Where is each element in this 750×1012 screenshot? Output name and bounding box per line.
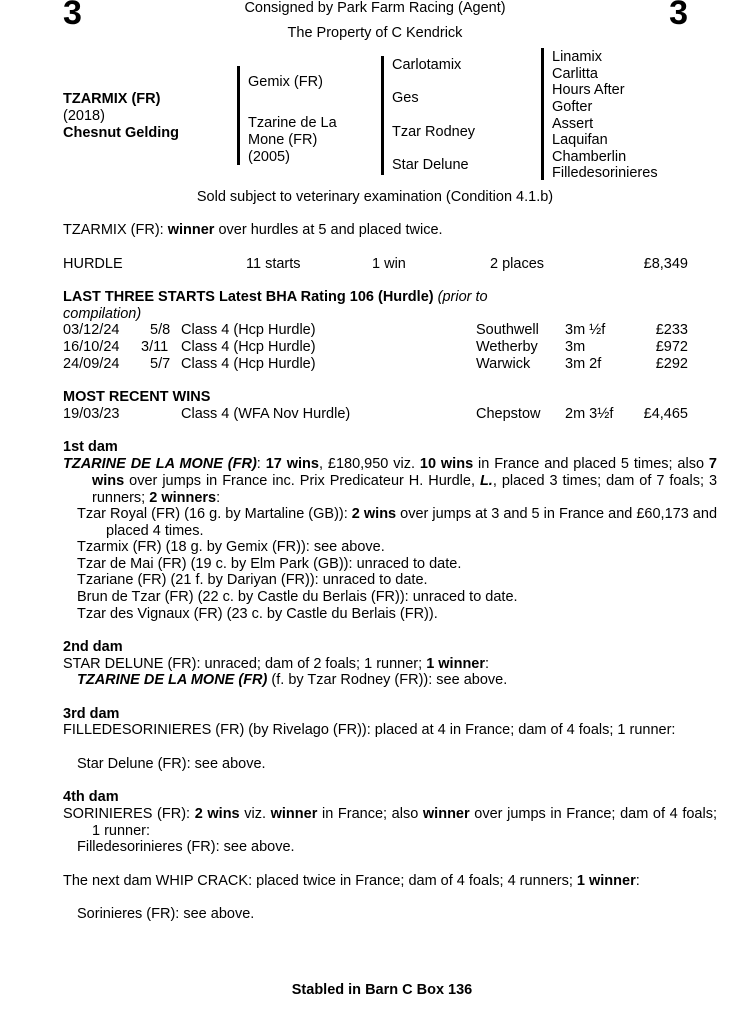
list-item: Brun de Tzar (FR) (22 c. by Castle du Berlais (FR)): unraced to date. — [77, 589, 518, 605]
fourth-dam-text: SORINIERES (FR): 2 wins viz. winner in France; also winner over jumps in France; dam of 4 foals; 1 runner: — [63, 806, 717, 839]
fourth-dam-heading: 4th dam — [63, 789, 119, 805]
fourth-dam-sub: Filledesorinieres (FR): see above. — [77, 839, 295, 855]
recent-wins-heading: MOST RECENT WINS — [63, 389, 211, 405]
pedigree-ggp-1: Linamix — [552, 49, 602, 65]
table-row: 19/03/23 Class 4 (WFA Nov Hurdle) Chepstow 2m 3½f £4,465 — [63, 406, 688, 422]
offspring-tzar-royal: Tzar Royal (FR) (16 g. by Martaline (GB)): 2 wins over jumps at 3 and 5 in France and £60,173 and placed 4 times. — [77, 506, 718, 539]
list-item: Tzariane (FR) (21 f. by Dariyan (FR)): unraced to date. — [77, 572, 428, 588]
third-dam-sub: Star Delune (FR): see above. — [77, 756, 266, 772]
pedigree-ggp-5: Assert — [552, 116, 594, 132]
third-dam-heading: 3rd dam — [63, 706, 120, 722]
pedigree-bar-3 — [541, 48, 544, 180]
pedigree-gp-2: Ges — [392, 90, 419, 106]
pedigree-gp-3: Tzar Rodney — [392, 124, 476, 140]
sold-subject-note: Sold subject to veterinary examination (Condition 4.1.b) — [196, 189, 554, 205]
stabled-location: Stabled in Barn C Box 136 — [291, 982, 473, 998]
horse-description: Chesnut Gelding — [63, 125, 179, 141]
pedigree-ggp-3: Hours After — [552, 82, 625, 98]
property-of: The Property of C Kendrick — [287, 25, 463, 41]
horse-year: (2018) — [63, 108, 105, 124]
record-wins: 1 win — [372, 256, 406, 272]
pedigree-ggp-6: Laquifan — [552, 132, 608, 148]
horse-name: TZARMIX (FR) — [63, 91, 161, 107]
record-places: 2 places — [490, 256, 545, 272]
pedigree-ggp-8: Filledesorinieres — [552, 165, 658, 181]
last-three-heading: LAST THREE STARTS Latest BHA Rating 106 (Hurdle) (prior to — [63, 289, 488, 305]
pedigree-gp-1: Carlotamix — [392, 57, 462, 73]
record-starts: 11 starts — [246, 256, 301, 272]
pedigree-ggp-2: Carlitta — [552, 66, 598, 82]
list-item: Tzar de Mai (FR) (19 c. by Elm Park (GB)): unraced to date. — [77, 556, 462, 572]
pedigree-bar-1 — [237, 66, 240, 165]
record-earnings: £8,349 — [643, 256, 688, 272]
pedigree-bar-2 — [381, 56, 384, 175]
next-dam-sub: Sorinieres (FR): see above. — [77, 906, 255, 922]
third-dam-text: FILLEDESORINIERES (FR) (by Rivelago (FR)): placed at 4 in France; dam of 4 foals; 1 runner: — [63, 722, 676, 738]
table-row: 03/12/24 5/8 Class 4 (Hcp Hurdle) Southwell 3m ½f £233 — [63, 322, 688, 338]
second-dam-sub: TZARINE DE LA MONE (FR) (f. by Tzar Rodney (FR)): see above. — [77, 672, 508, 688]
pedigree-sire: Gemix (FR) — [248, 74, 323, 90]
pedigree-gp-4: Star Delune — [392, 157, 469, 173]
lot-number-left: 3 — [63, 0, 82, 32]
second-dam-heading: 2nd dam — [63, 639, 123, 655]
table-row: 16/10/24 3/11 Class 4 (Hcp Hurdle) Wetherby 3m £972 — [63, 339, 688, 355]
consignor: Consigned by Park Farm Racing (Agent) — [244, 0, 506, 16]
first-dam-text: TZARINE DE LA MONE (FR): 17 wins, £180,950 viz. 10 wins in France and placed 5 times; also 7 wins over jumps in France inc. Prix Predicateur H. Hurdle, L., placed 3 times; dam of 7 foals; 3 runners; 2 winners: — [63, 456, 718, 506]
second-dam-text: STAR DELUNE (FR): unraced; dam of 2 foals; 1 runner; 1 winner: — [63, 656, 490, 672]
last-three-note: compilation) — [63, 306, 142, 322]
table-row: 24/09/24 5/7 Class 4 (Hcp Hurdle) Warwick 3m 2f £292 — [63, 356, 688, 372]
next-dam-text: The next dam WHIP CRACK: placed twice in France; dam of 4 foals; 4 runners; 1 winner: — [63, 873, 640, 889]
race-summary: TZARMIX (FR): winner over hurdles at 5 and placed twice. — [63, 222, 443, 238]
pedigree-dam-line3: (2005) — [248, 149, 290, 165]
lot-number-right: 3 — [669, 0, 688, 32]
record-type: HURDLE — [63, 256, 123, 272]
list-item: Tzar des Vignaux (FR) (23 c. by Castle du Berlais (FR)). — [77, 606, 438, 622]
list-item: Tzarmix (FR) (18 g. by Gemix (FR)): see above. — [77, 539, 385, 555]
pedigree-dam-line2: Mone (FR) — [248, 132, 318, 148]
hurdle-record — [63, 256, 688, 273]
pedigree-ggp-7: Chamberlin — [552, 149, 627, 165]
first-dam-heading: 1st dam — [63, 439, 118, 455]
pedigree-dam-line1: Tzarine de La — [248, 115, 337, 131]
pedigree-ggp-4: Gofter — [552, 99, 593, 115]
